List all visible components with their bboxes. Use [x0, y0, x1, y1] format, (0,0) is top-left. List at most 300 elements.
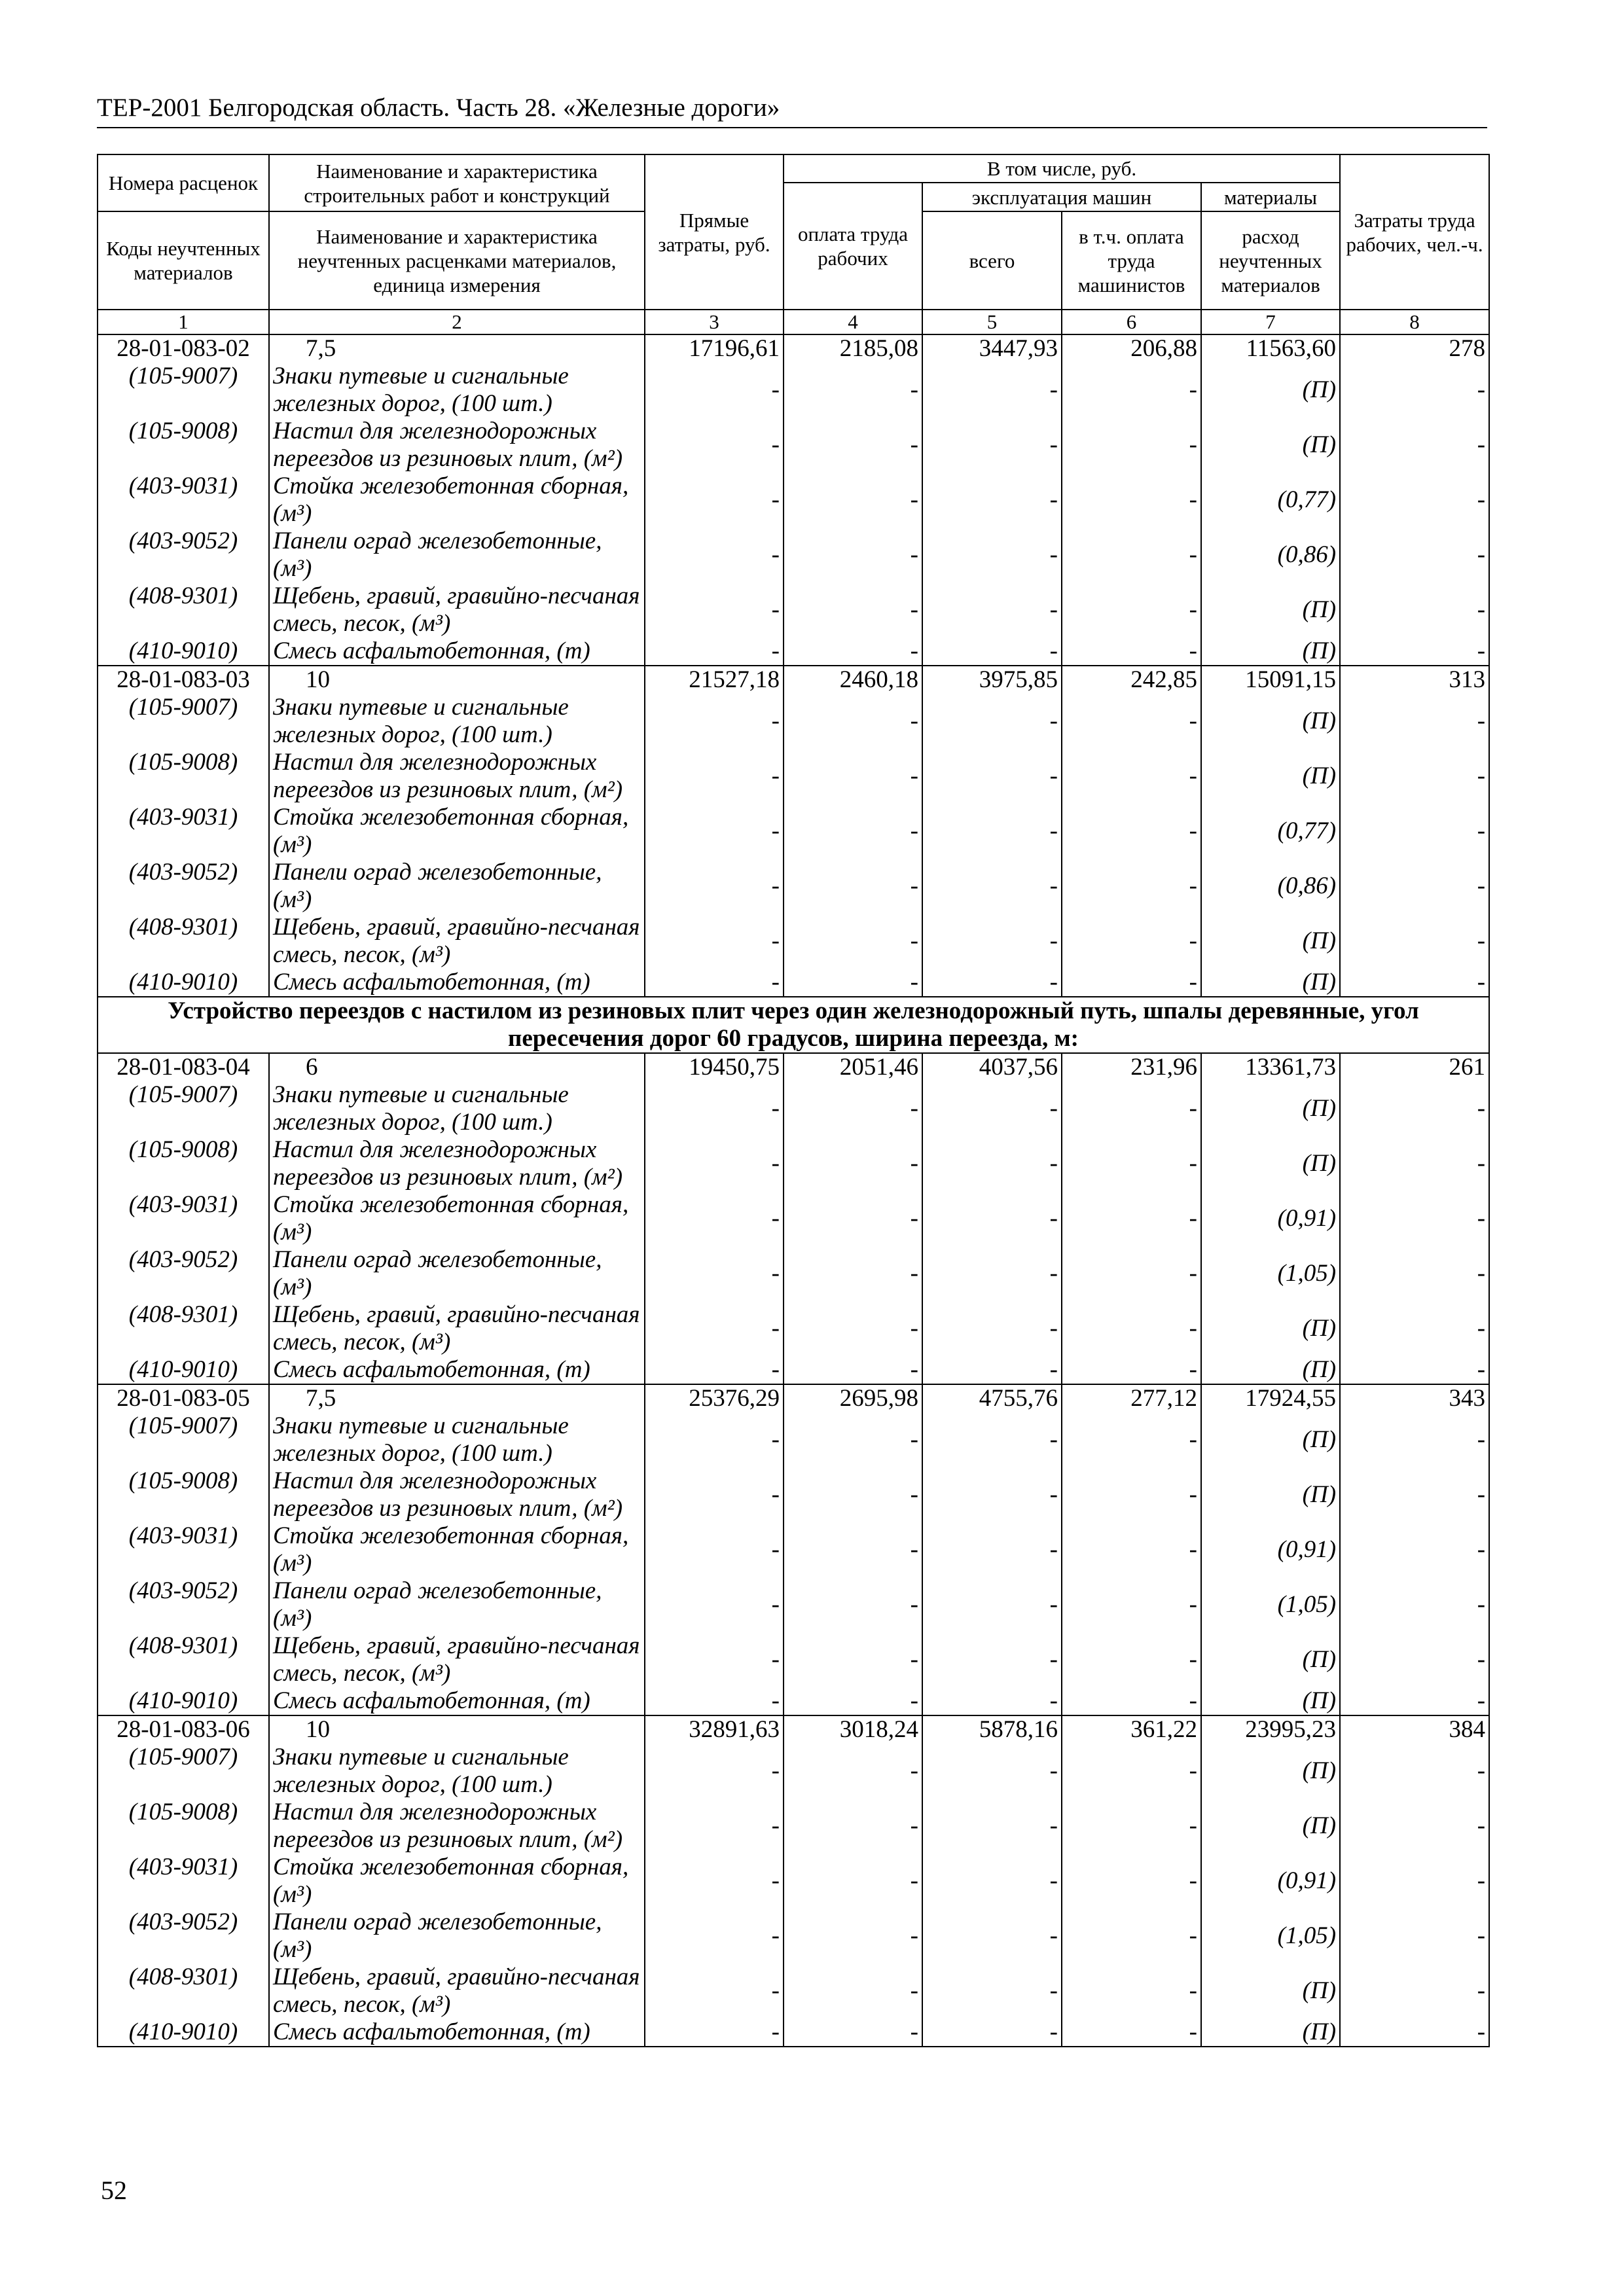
material-code: (410-9010)	[98, 1687, 269, 1715]
worker-pay: -	[784, 2018, 922, 2047]
material-row	[98, 363, 1489, 418]
material-name: Стойка железобетонная сборная, (м³)	[269, 1854, 645, 1909]
machinist-pay: -	[1062, 914, 1201, 969]
header-rate-numbers: Номера расценок	[98, 154, 269, 211]
material-row	[98, 1687, 1489, 1715]
labor-hours: -	[1340, 1191, 1489, 1246]
header-machines-total: всего	[922, 211, 1062, 310]
rate-row	[98, 334, 1489, 363]
labor-hours: -	[1340, 1467, 1489, 1522]
machinist-pay: -	[1062, 1964, 1201, 2018]
direct-costs: -	[645, 1687, 784, 1715]
direct-costs: 32891,63	[645, 1715, 784, 1744]
machinist-pay: -	[1062, 1191, 1201, 1246]
labor-hours: 278	[1340, 334, 1489, 363]
material-consumption: (1,05)	[1201, 1246, 1340, 1301]
machines-total: -	[922, 1412, 1062, 1467]
material-row	[98, 1081, 1489, 1136]
direct-costs: -	[645, 1301, 784, 1356]
worker-pay: -	[784, 1136, 922, 1191]
direct-costs: -	[645, 1081, 784, 1136]
machines-total: -	[922, 637, 1062, 666]
worker-pay: 2051,46	[784, 1053, 922, 1081]
material-row	[98, 1632, 1489, 1687]
machines-total: -	[922, 1522, 1062, 1577]
material-row	[98, 1577, 1489, 1632]
material-code: (105-9008)	[98, 1467, 269, 1522]
labor-hours: -	[1340, 1081, 1489, 1136]
worker-pay: -	[784, 583, 922, 637]
machinist-pay: 242,85	[1062, 666, 1201, 694]
machinist-pay: -	[1062, 1632, 1201, 1687]
machinist-pay: -	[1062, 694, 1201, 749]
rate-number: 28-01-083-02	[98, 334, 269, 363]
column-number: 1	[98, 310, 269, 334]
material-name: Настил для железнодорожных переездов из резиновых плит, (м²)	[269, 1136, 645, 1191]
machinist-pay: -	[1062, 1081, 1201, 1136]
labor-hours: -	[1340, 1522, 1489, 1577]
labor-hours: -	[1340, 694, 1489, 749]
direct-costs: -	[645, 694, 784, 749]
machinist-pay: 231,96	[1062, 1053, 1201, 1081]
material-row	[98, 2018, 1489, 2047]
material-consumption: (П)	[1201, 969, 1340, 997]
header-machinist-pay: в т.ч. оплата труда машинистов	[1062, 211, 1201, 310]
labor-hours: -	[1340, 528, 1489, 583]
material-code: (105-9007)	[98, 694, 269, 749]
labor-hours: -	[1340, 2018, 1489, 2047]
header-labor-hours: Затраты труда рабочих, чел.-ч.	[1340, 154, 1489, 310]
material-consumption: (П)	[1201, 363, 1340, 418]
machines-total: -	[922, 418, 1062, 473]
material-row	[98, 637, 1489, 666]
direct-costs: -	[645, 1136, 784, 1191]
column-number: 4	[784, 310, 922, 334]
material-consumption: (П)	[1201, 1467, 1340, 1522]
material-code: (408-9301)	[98, 1632, 269, 1687]
material-name: Стойка железобетонная сборная, (м³)	[269, 1522, 645, 1577]
direct-costs: 21527,18	[645, 666, 784, 694]
material-name: Щебень, гравий, гравийно-песчаная смесь, песок, (м³)	[269, 1964, 645, 2018]
machinist-pay: -	[1062, 1136, 1201, 1191]
material-code: (105-9008)	[98, 1799, 269, 1854]
machinist-pay: -	[1062, 1799, 1201, 1854]
material-name: Настил для железнодорожных переездов из резиновых плит, (м²)	[269, 749, 645, 804]
materials-cost: 13361,73	[1201, 1053, 1340, 1081]
material-name: Настил для железнодорожных переездов из резиновых плит, (м²)	[269, 418, 645, 473]
material-consumption: (П)	[1201, 637, 1340, 666]
machinist-pay: -	[1062, 473, 1201, 528]
material-code: (403-9052)	[98, 859, 269, 914]
material-code: (410-9010)	[98, 637, 269, 666]
header-direct-costs: Прямые затраты, руб.	[645, 154, 784, 310]
material-consumption: (0,91)	[1201, 1191, 1340, 1246]
material-consumption: (П)	[1201, 749, 1340, 804]
worker-pay: 2460,18	[784, 666, 922, 694]
labor-hours: -	[1340, 1744, 1489, 1799]
worker-pay: -	[784, 1412, 922, 1467]
direct-costs: -	[645, 1467, 784, 1522]
material-consumption: (П)	[1201, 1081, 1340, 1136]
material-consumption: (1,05)	[1201, 1577, 1340, 1632]
direct-costs: -	[645, 637, 784, 666]
material-row	[98, 473, 1489, 528]
material-row	[98, 914, 1489, 969]
material-row	[98, 804, 1489, 859]
machines-total: 4755,76	[922, 1384, 1062, 1412]
machinist-pay: -	[1062, 1412, 1201, 1467]
material-name: Смесь асфальтобетонная, (т)	[269, 969, 645, 997]
worker-pay: -	[784, 1854, 922, 1909]
direct-costs: -	[645, 1632, 784, 1687]
material-name: Стойка железобетонная сборная, (м³)	[269, 473, 645, 528]
material-row	[98, 1301, 1489, 1356]
worker-pay: -	[784, 1191, 922, 1246]
material-consumption: (П)	[1201, 694, 1340, 749]
direct-costs: -	[645, 528, 784, 583]
machines-total: -	[922, 528, 1062, 583]
material-row	[98, 749, 1489, 804]
material-consumption: (П)	[1201, 1412, 1340, 1467]
worker-pay: -	[784, 1356, 922, 1384]
direct-costs: -	[645, 2018, 784, 2047]
header-material-codes: Коды неучтенных материалов	[98, 211, 269, 310]
material-consumption: (П)	[1201, 1632, 1340, 1687]
machines-total: -	[922, 1799, 1062, 1854]
direct-costs: 17196,61	[645, 334, 784, 363]
direct-costs: -	[645, 1964, 784, 2018]
rate-row	[98, 1715, 1489, 1744]
material-name: Щебень, гравий, гравийно-песчаная смесь, песок, (м³)	[269, 914, 645, 969]
direct-costs: -	[645, 1356, 784, 1384]
labor-hours: -	[1340, 749, 1489, 804]
machines-total: -	[922, 583, 1062, 637]
material-row	[98, 528, 1489, 583]
material-consumption: (0,91)	[1201, 1854, 1340, 1909]
material-code: (105-9007)	[98, 1081, 269, 1136]
worker-pay: -	[784, 694, 922, 749]
column-number: 3	[645, 310, 784, 334]
worker-pay: -	[784, 1081, 922, 1136]
material-code: (105-9007)	[98, 1744, 269, 1799]
machines-total: -	[922, 1467, 1062, 1522]
machines-total: 3975,85	[922, 666, 1062, 694]
labor-hours: -	[1340, 914, 1489, 969]
worker-pay: -	[784, 804, 922, 859]
worker-pay: 2695,98	[784, 1384, 922, 1412]
material-name: Панели оград железобетонные, (м³)	[269, 528, 645, 583]
worker-pay: -	[784, 749, 922, 804]
column-number: 5	[922, 310, 1062, 334]
header-work-name: Наименование и характеристика строительных работ и конструкций	[269, 154, 645, 211]
column-numbers-row	[98, 310, 1489, 334]
material-consumption: (П)	[1201, 914, 1340, 969]
machines-total: -	[922, 1191, 1062, 1246]
material-code: (105-9007)	[98, 363, 269, 418]
labor-hours: -	[1340, 804, 1489, 859]
worker-pay: -	[784, 1246, 922, 1301]
material-name: Знаки путевые и сигнальные железных дорог, (100 шт.)	[269, 1412, 645, 1467]
labor-hours: -	[1340, 363, 1489, 418]
materials-cost: 11563,60	[1201, 334, 1340, 363]
materials-cost: 15091,15	[1201, 666, 1340, 694]
machines-total: -	[922, 1577, 1062, 1632]
table-body	[98, 334, 1489, 2047]
material-row	[98, 1799, 1489, 1854]
material-code: (410-9010)	[98, 2018, 269, 2047]
material-name: Смесь асфальтобетонная, (т)	[269, 637, 645, 666]
direct-costs: -	[645, 1909, 784, 1964]
labor-hours: -	[1340, 418, 1489, 473]
machines-total: -	[922, 969, 1062, 997]
machines-total: -	[922, 1632, 1062, 1687]
labor-hours: -	[1340, 969, 1489, 997]
worker-pay: -	[784, 1632, 922, 1687]
machines-total: -	[922, 1964, 1062, 2018]
worker-pay: -	[784, 859, 922, 914]
material-consumption: (П)	[1201, 1964, 1340, 2018]
material-code: (408-9301)	[98, 1301, 269, 1356]
material-name: Стойка железобетонная сборная, (м³)	[269, 1191, 645, 1246]
worker-pay: -	[784, 418, 922, 473]
machines-total: -	[922, 1744, 1062, 1799]
machinist-pay: -	[1062, 969, 1201, 997]
material-code: (105-9007)	[98, 1412, 269, 1467]
worker-pay: -	[784, 1744, 922, 1799]
material-row	[98, 1522, 1489, 1577]
material-code: (410-9010)	[98, 1356, 269, 1384]
material-consumption: (1,05)	[1201, 1909, 1340, 1964]
direct-costs: -	[645, 859, 784, 914]
machines-total: -	[922, 1081, 1062, 1136]
direct-costs: -	[645, 1522, 784, 1577]
header-material-consumption: расход неучтенных материалов	[1201, 211, 1340, 310]
header-including: В том числе, руб.	[784, 154, 1340, 183]
material-consumption: (П)	[1201, 418, 1340, 473]
header-worker-pay: оплата труда рабочих	[784, 183, 922, 310]
materials-cost: 23995,23	[1201, 1715, 1340, 1744]
material-name: Панели оград железобетонные, (м³)	[269, 1909, 645, 1964]
materials-cost: 17924,55	[1201, 1384, 1340, 1412]
material-row	[98, 1744, 1489, 1799]
direct-costs: -	[645, 363, 784, 418]
machinist-pay: -	[1062, 749, 1201, 804]
rate-number: 28-01-083-06	[98, 1715, 269, 1744]
labor-hours: -	[1340, 1854, 1489, 1909]
work-width: 6	[269, 1053, 645, 1081]
material-row	[98, 583, 1489, 637]
machinist-pay: -	[1062, 1577, 1201, 1632]
worker-pay: -	[784, 914, 922, 969]
machines-total: -	[922, 363, 1062, 418]
machinist-pay: 277,12	[1062, 1384, 1201, 1412]
rate-number: 28-01-083-03	[98, 666, 269, 694]
labor-hours: 313	[1340, 666, 1489, 694]
machinist-pay: -	[1062, 1356, 1201, 1384]
material-name: Смесь асфальтобетонная, (т)	[269, 1687, 645, 1715]
machines-total: -	[922, 749, 1062, 804]
machines-total: -	[922, 694, 1062, 749]
material-consumption: (П)	[1201, 1356, 1340, 1384]
direct-costs: -	[645, 1412, 784, 1467]
section-title-row	[98, 997, 1489, 1053]
labor-hours: -	[1340, 473, 1489, 528]
worker-pay: -	[784, 528, 922, 583]
labor-hours: 343	[1340, 1384, 1489, 1412]
material-name: Панели оград железобетонные, (м³)	[269, 1246, 645, 1301]
machinist-pay: -	[1062, 859, 1201, 914]
labor-hours: -	[1340, 1632, 1489, 1687]
header-machine-operation: эксплуатация машин	[922, 183, 1201, 211]
worker-pay: -	[784, 1909, 922, 1964]
material-row	[98, 1854, 1489, 1909]
worker-pay: -	[784, 1522, 922, 1577]
column-number: 2	[269, 310, 645, 334]
material-name: Знаки путевые и сигнальные железных дорог, (100 шт.)	[269, 1744, 645, 1799]
material-code: (408-9301)	[98, 1964, 269, 2018]
rate-row	[98, 666, 1489, 694]
direct-costs: -	[645, 473, 784, 528]
work-width: 7,5	[269, 334, 645, 363]
material-code: (408-9301)	[98, 914, 269, 969]
worker-pay: -	[784, 473, 922, 528]
material-code: (105-9008)	[98, 418, 269, 473]
material-row	[98, 1136, 1489, 1191]
machinist-pay: -	[1062, 1246, 1201, 1301]
material-row	[98, 1191, 1489, 1246]
material-name: Панели оград железобетонные, (м³)	[269, 859, 645, 914]
machines-total: -	[922, 473, 1062, 528]
rate-row	[98, 1053, 1489, 1081]
material-consumption: (П)	[1201, 583, 1340, 637]
machines-total: -	[922, 1687, 1062, 1715]
material-consumption: (0,86)	[1201, 528, 1340, 583]
machinist-pay: -	[1062, 1301, 1201, 1356]
material-code: (403-9031)	[98, 473, 269, 528]
direct-costs: 19450,75	[645, 1053, 784, 1081]
material-row	[98, 694, 1489, 749]
material-name: Смесь асфальтобетонная, (т)	[269, 2018, 645, 2047]
machinist-pay: 361,22	[1062, 1715, 1201, 1744]
direct-costs: -	[645, 1577, 784, 1632]
work-width: 10	[269, 666, 645, 694]
material-name: Смесь асфальтобетонная, (т)	[269, 1356, 645, 1384]
worker-pay: -	[784, 969, 922, 997]
material-consumption: (П)	[1201, 2018, 1340, 2047]
worker-pay: -	[784, 1687, 922, 1715]
labor-hours: -	[1340, 1412, 1489, 1467]
material-code: (403-9031)	[98, 1522, 269, 1577]
material-code: (403-9031)	[98, 804, 269, 859]
machinist-pay: 206,88	[1062, 334, 1201, 363]
machinist-pay: -	[1062, 363, 1201, 418]
material-name: Панели оград железобетонные, (м³)	[269, 1577, 645, 1632]
machines-total: -	[922, 1136, 1062, 1191]
labor-hours: -	[1340, 1246, 1489, 1301]
labor-hours: -	[1340, 1577, 1489, 1632]
labor-hours: -	[1340, 1136, 1489, 1191]
direct-costs: -	[645, 418, 784, 473]
material-name: Щебень, гравий, гравийно-песчаная смесь, песок, (м³)	[269, 1632, 645, 1687]
machinist-pay: -	[1062, 528, 1201, 583]
material-consumption: (П)	[1201, 1136, 1340, 1191]
material-consumption: (П)	[1201, 1799, 1340, 1854]
material-code: (403-9052)	[98, 1577, 269, 1632]
labor-hours: -	[1340, 1964, 1489, 2018]
material-consumption: (0,77)	[1201, 804, 1340, 859]
material-code: (403-9052)	[98, 1246, 269, 1301]
labor-hours: 261	[1340, 1053, 1489, 1081]
material-consumption: (0,77)	[1201, 473, 1340, 528]
material-row	[98, 1964, 1489, 2018]
machines-total: -	[922, 1356, 1062, 1384]
direct-costs: -	[645, 1744, 784, 1799]
material-row	[98, 418, 1489, 473]
machinist-pay: -	[1062, 1522, 1201, 1577]
material-code: (105-9008)	[98, 749, 269, 804]
worker-pay: -	[784, 1467, 922, 1522]
material-name: Настил для железнодорожных переездов из резиновых плит, (м²)	[269, 1799, 645, 1854]
labor-hours: -	[1340, 859, 1489, 914]
material-code: (403-9052)	[98, 528, 269, 583]
machinist-pay: -	[1062, 1854, 1201, 1909]
material-name: Настил для железнодорожных переездов из резиновых плит, (м²)	[269, 1467, 645, 1522]
material-row	[98, 1467, 1489, 1522]
machinist-pay: -	[1062, 1744, 1201, 1799]
rate-number: 28-01-083-05	[98, 1384, 269, 1412]
worker-pay: -	[784, 1577, 922, 1632]
worker-pay: 2185,08	[784, 334, 922, 363]
direct-costs: -	[645, 1191, 784, 1246]
material-consumption: (П)	[1201, 1744, 1340, 1799]
page-header: ТЕР-2001 Белгородская область. Часть 28. «Железные дороги»	[97, 92, 1487, 128]
worker-pay: -	[784, 1799, 922, 1854]
material-name: Знаки путевые и сигнальные железных дорог, (100 шт.)	[269, 363, 645, 418]
material-name: Знаки путевые и сигнальные железных дорог, (100 шт.)	[269, 1081, 645, 1136]
material-consumption: (0,91)	[1201, 1522, 1340, 1577]
machinist-pay: -	[1062, 583, 1201, 637]
rate-row	[98, 1384, 1489, 1412]
header-materials: материалы	[1201, 183, 1340, 211]
labor-hours: -	[1340, 1356, 1489, 1384]
machines-total: -	[922, 1909, 1062, 1964]
header-material-names: Наименование и характеристика неучтенных расценками материалов, единица измерения	[269, 211, 645, 310]
labor-hours: -	[1340, 1301, 1489, 1356]
rate-number: 28-01-083-04	[98, 1053, 269, 1081]
labor-hours: -	[1340, 1687, 1489, 1715]
labor-hours: 384	[1340, 1715, 1489, 1744]
machinist-pay: -	[1062, 804, 1201, 859]
labor-hours: -	[1340, 637, 1489, 666]
labor-hours: -	[1340, 583, 1489, 637]
worker-pay: -	[784, 637, 922, 666]
machinist-pay: -	[1062, 1909, 1201, 1964]
machinist-pay: -	[1062, 1467, 1201, 1522]
material-code: (403-9031)	[98, 1854, 269, 1909]
material-code: (403-9052)	[98, 1909, 269, 1964]
material-code: (410-9010)	[98, 969, 269, 997]
work-width: 10	[269, 1715, 645, 1744]
machines-total: 5878,16	[922, 1715, 1062, 1744]
material-name: Щебень, гравий, гравийно-песчаная смесь, песок, (м³)	[269, 583, 645, 637]
material-consumption: (0,86)	[1201, 859, 1340, 914]
material-code: (408-9301)	[98, 583, 269, 637]
material-code: (403-9031)	[98, 1191, 269, 1246]
material-row	[98, 1246, 1489, 1301]
section-title: Устройство переездов с настилом из резиновых плит через один железнодорожный путь, шпалы деревянные, угол пересечения дорог 60 градусов, ширина переезда, м:	[98, 997, 1489, 1053]
material-consumption: (П)	[1201, 1301, 1340, 1356]
column-number: 8	[1340, 310, 1489, 334]
